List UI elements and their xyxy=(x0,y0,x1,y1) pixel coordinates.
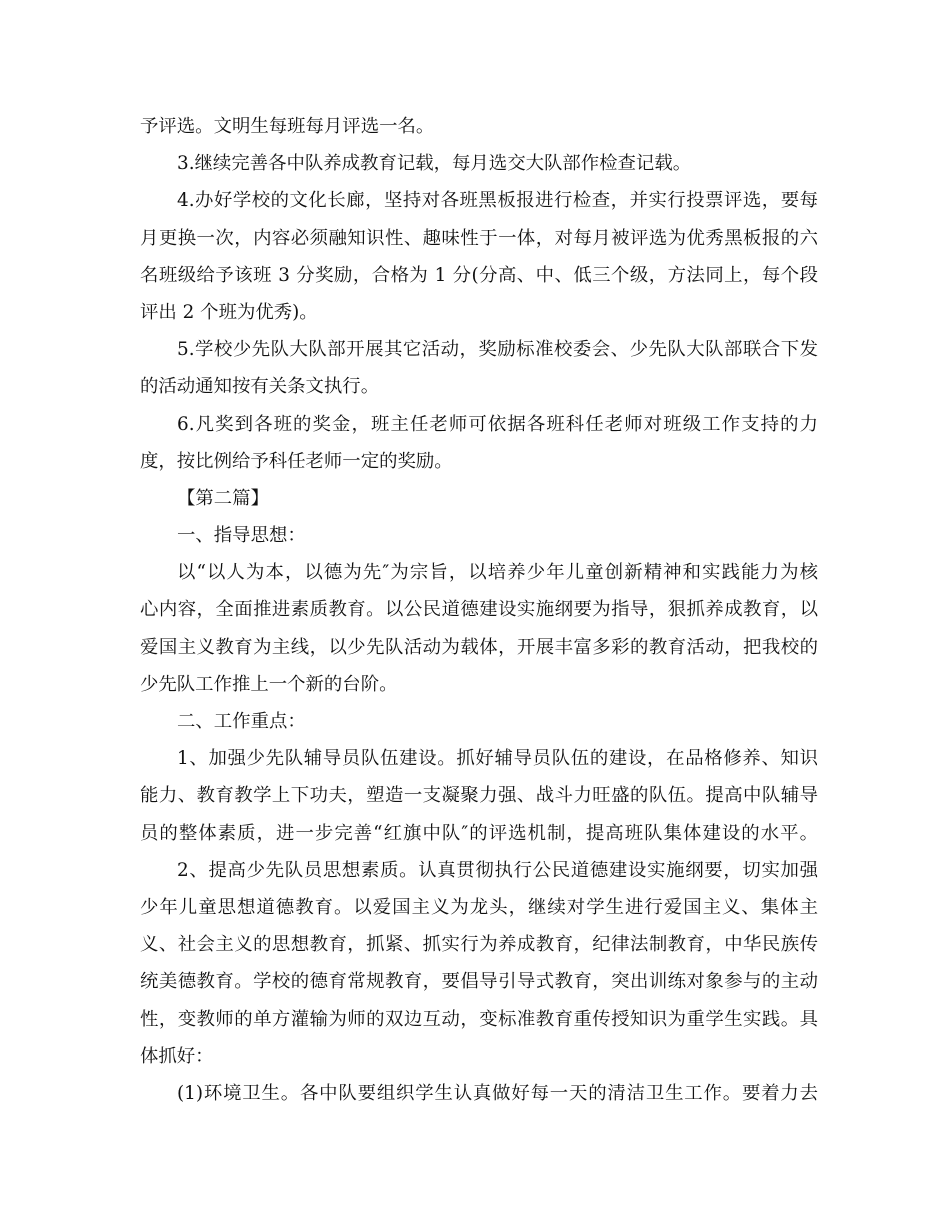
text-line: 少先队工作推上一个新的台阶。 xyxy=(140,673,398,695)
text-line: 1、加强少先队辅导员队伍建设。抓好辅导员队伍的建设，在品格修养、知识 xyxy=(177,748,818,770)
text-line: (1)环境卫生。各中队要组织学生认真做好每一天的清洁卫生工作。要着力去 xyxy=(177,1082,818,1104)
text-line: 6.凡奖到各班的奖金，班主任老师可依据各班科任老师对班级工作支持的力 xyxy=(177,413,818,435)
text-line: 心内容，全面推进素质教育。以公民道德建设实施纲要为指导，狠抓养成教育，以 xyxy=(140,599,818,621)
document-page xyxy=(140,108,818,1112)
text-line: 评出 2 个班为优秀)。 xyxy=(140,301,318,323)
text-line: 4.办好学校的文化长廊，坚持对各班黑板报进行检查，并实行投票评选，要每 xyxy=(177,190,818,212)
text-line: 能力、教育教学上下功夫，塑造一支凝聚力强、战斗力旺盛的队伍。提高中队辅导 xyxy=(140,785,818,807)
text-line: 5.学校少先队大队部开展其它活动，奖励标准校委会、少先队大队部联合下发 xyxy=(177,339,818,361)
text-line: 以“以人为本，以德为先″为宗旨，以培养少年儿童创新精神和实践能力为核 xyxy=(177,562,818,584)
text-line: 的活动通知按有关条文执行。 xyxy=(140,376,380,398)
text-line: 2、提高少先队员思想素质。认真贯彻执行公民道德建设实施纲要，切实加强 xyxy=(177,859,818,881)
text-line: 度，按比例给予科任老师一定的奖励。 xyxy=(140,450,453,472)
text-line: 爱国主义教育为主线，以少先队活动为载体，开展丰富多彩的教育活动，把我校的 xyxy=(140,636,818,658)
text-line: 名班级给予该班 3 分奖励，合格为 1 分(分高、中、低三个级，方法同上，每个段 xyxy=(140,264,818,286)
text-line: 一、指导思想： xyxy=(177,525,306,547)
text-line: 员的整体素质，进一步完善“红旗中队″的评选机制，提高班队集体建设的水平。 xyxy=(140,822,818,844)
text-line: 性，变教师的单方灌输为师的双边互动，变标准教育重传授知识为重学生实践。具 xyxy=(140,1008,818,1030)
text-line: 予评选。文明生每班每月评选一名。 xyxy=(140,116,435,137)
text-line: 统美德教育。学校的德育常规教育，要倡导引导式教育，突出训练对象参与的主动 xyxy=(140,971,818,993)
text-line: 月更换一次，内容必须融知识性、趣味性于一体，对每月被评选为优秀黑板报的六 xyxy=(140,227,818,249)
text-line: 少年儿童思想道德教育。以爱国主义为龙头，继续对学生进行爱国主义、集体主 xyxy=(140,896,818,918)
text-line: 义、社会主义的思想教育，抓紧、抓实行为养成教育，纪律法制教育，中华民族传 xyxy=(140,934,818,956)
text-line: 体抓好： xyxy=(140,1045,214,1067)
text-line: 3.继续完善各中队养成教育记载，每月选交大队部作检查记载。 xyxy=(177,153,692,175)
text-line: 【第二篇】 xyxy=(177,487,269,509)
text-line: 二、工作重点： xyxy=(177,711,306,732)
